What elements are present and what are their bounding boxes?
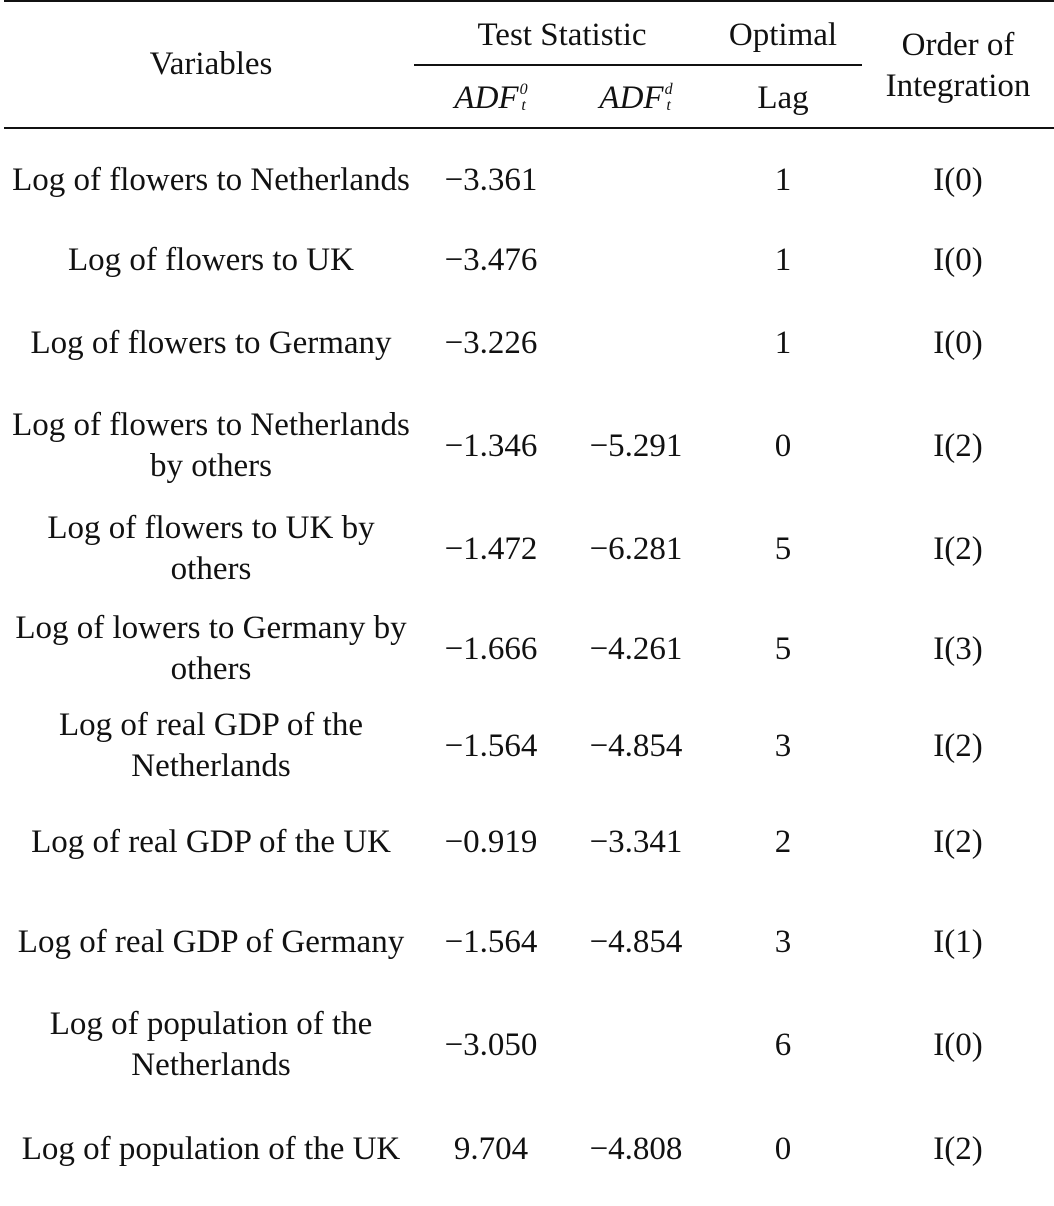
row-lag: 1	[774, 161, 792, 198]
row-variable: Log of flowers to UK	[68, 241, 354, 278]
row-lag: 1	[774, 241, 792, 278]
row-lag: 5	[774, 530, 792, 567]
row-order: I(0)	[933, 1026, 983, 1063]
adf-level-sub: t	[521, 97, 526, 114]
adf-diff-base: ADF	[599, 79, 664, 116]
row-variable: Log of real GDP of the Netherlands	[59, 707, 363, 784]
row-order: I(0)	[933, 161, 983, 198]
row-adf-level: −3.476	[444, 241, 538, 278]
row-adf-diff: −6.281	[589, 530, 683, 567]
row-lag: 0	[774, 1130, 792, 1167]
row-adf-diff: −5.291	[589, 427, 683, 464]
row-lag: 3	[774, 727, 792, 764]
row-order: I(2)	[933, 427, 983, 464]
row-adf-diff: −4.808	[589, 1130, 683, 1167]
row-adf-diff	[562, 1002, 710, 1088]
row-order: I(0)	[933, 324, 983, 361]
header-optimal: Optimal	[728, 16, 838, 53]
row-adf-diff	[562, 237, 710, 283]
row-lag: 1	[774, 324, 792, 361]
row-variable: Log of population of the UK	[21, 1130, 401, 1167]
row-lag: 2	[774, 823, 792, 860]
row-variable: Log of lowers to Germany by others	[15, 610, 407, 687]
header-adf-diff	[562, 72, 710, 124]
adf-diff-sub: t	[666, 97, 671, 114]
row-order: I(3)	[933, 630, 983, 667]
header-bottom-rule	[4, 127, 1054, 129]
row-adf-level: −0.919	[444, 823, 538, 860]
adf-level-sup: 0	[519, 81, 528, 98]
row-variable: Log of real GDP of Germany	[17, 923, 405, 960]
row-adf-diff: −4.854	[589, 727, 683, 764]
test-statistic-underline	[414, 64, 862, 66]
row-lag: 6	[774, 1026, 792, 1063]
row-adf-level: −1.564	[444, 923, 538, 960]
row-variable: Log of flowers to Netherlands by others	[12, 407, 410, 484]
row-variable: Log of flowers to Germany	[30, 324, 392, 361]
row-lag: 3	[774, 923, 792, 960]
row-order: I(0)	[933, 241, 983, 278]
header-lag: Lag	[757, 79, 809, 116]
header-test-statistic: Test Statistic	[477, 16, 647, 53]
row-adf-level: 9.704	[453, 1130, 529, 1167]
row-adf-level: −3.361	[444, 161, 538, 198]
row-order: I(2)	[933, 530, 983, 567]
row-adf-diff: −4.854	[589, 923, 683, 960]
row-adf-level: −1.666	[444, 630, 538, 667]
row-variable: Log of real GDP of the UK	[31, 823, 391, 860]
row-adf-level: −1.564	[444, 727, 538, 764]
row-adf-level: −1.346	[444, 427, 538, 464]
row-variable: Log of population of the Netherlands	[49, 1006, 373, 1083]
row-adf-level: −3.226	[444, 324, 538, 361]
row-order: I(1)	[933, 923, 983, 960]
header-order-of-integration: Order of Integration	[885, 27, 1031, 104]
row-order: I(2)	[933, 823, 983, 860]
header-adf-level	[414, 72, 568, 124]
adf-diff-sup: d	[664, 81, 673, 98]
row-order: I(2)	[933, 1130, 983, 1167]
row-adf-diff	[562, 137, 710, 223]
row-adf-diff: −3.341	[589, 823, 683, 860]
row-adf-level: −1.472	[444, 530, 538, 567]
row-adf-diff: −4.261	[589, 630, 683, 667]
row-lag: 5	[774, 630, 792, 667]
row-adf-diff	[562, 300, 710, 386]
adf-level-base: ADF	[454, 79, 519, 116]
row-adf-level: −3.050	[444, 1026, 538, 1063]
header-variables: Variables	[149, 46, 273, 82]
row-order: I(2)	[933, 727, 983, 764]
row-lag: 0	[774, 427, 792, 464]
row-variable: Log of flowers to UK by others	[47, 510, 375, 587]
row-variable: Log of flowers to Netherlands	[12, 161, 410, 198]
